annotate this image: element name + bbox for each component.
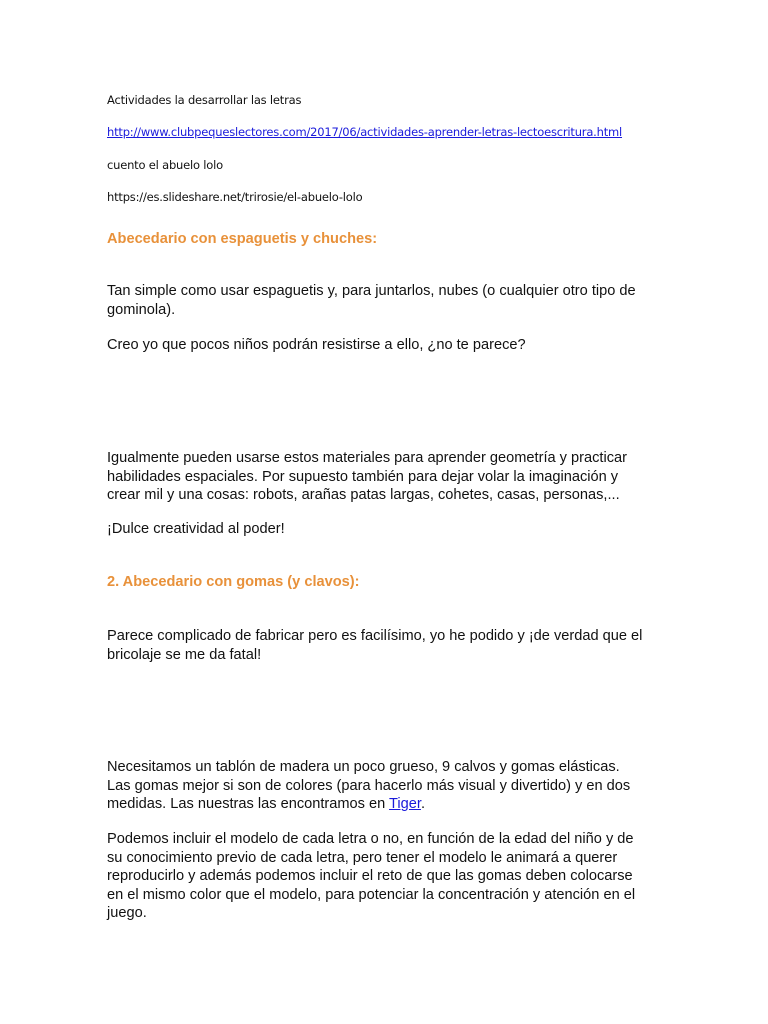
paragraph-line: Necesitamos un tablón de madera un poco grueso, 9 calvos y gomas elásticas.	[107, 759, 620, 775]
paragraph-line: bricolaje se me da fatal!	[107, 646, 262, 663]
paragraph-easy-to-make	[107, 627, 667, 664]
paragraph-line: Creo yo que pocos niños podrán resistirse a ello, ¿no te parece?	[107, 337, 526, 353]
paragraph-text: .	[420, 796, 426, 812]
paragraph-line: su conocimiento previo de cada letra, pero tener el modelo le animará a querer	[107, 849, 618, 866]
story-url-text: https://es.slideshare.net/trirosie/el-abuelo-lolo	[107, 190, 363, 204]
paragraph-kids-resist	[107, 336, 667, 355]
paragraph-letter-model	[107, 830, 667, 923]
paragraph-line: en el mismo color que el modelo, para potenciar la concentración y atención en el	[107, 886, 636, 903]
paragraph-materials	[107, 758, 667, 814]
paragraph-text: medidas. Las nuestras las encontramos en	[107, 796, 390, 812]
paragraph-line: Las gomas mejor si son de colores (para hacerlo más visual y divertido) y en dos	[107, 777, 631, 794]
note-title-activities: Actividades la desarrollar las letras	[107, 93, 302, 107]
tiger-link[interactable]: Tiger	[389, 796, 421, 812]
note-title-story: cuento el abuelo lolo	[107, 158, 223, 172]
paragraph-spaghetti-intro	[107, 282, 667, 319]
paragraph-line: Podemos incluir el modelo de cada letra o no, en función de la edad del niño y de	[107, 831, 634, 847]
paragraph-line: juego.	[107, 905, 147, 921]
paragraph-line: Parece complicado de fabricar pero es facilísimo, yo he podido y ¡de verdad que el	[107, 628, 643, 644]
paragraph-line: Igualmente pueden usarse estos materiales para aprender geometría y practicar	[107, 450, 627, 466]
section-heading-spaghetti: Abecedario con espaguetis y chuches:	[107, 231, 378, 247]
paragraph-line: reproducirlo y además podemos incluir el reto de que las gomas deben colocarse	[107, 868, 633, 884]
paragraph-geometry	[107, 449, 667, 505]
paragraph-line: ¡Dulce creatividad al poder!	[107, 521, 285, 537]
paragraph-line	[107, 795, 667, 814]
paragraph-sweet-creativity	[107, 520, 667, 539]
activities-link[interactable]: http://www.clubpequeslectores.com/2017/06/actividades-aprender-letras-lectoescritura.html	[107, 125, 623, 139]
paragraph-line: Tan simple como usar espaguetis y, para juntarlos, nubes (o cualquier otro tipo de	[107, 283, 636, 299]
paragraph-line: crear mil y una cosas: robots, arañas patas largas, cohetes, casas, personas,...	[107, 487, 620, 503]
paragraph-line: gominola).	[107, 301, 176, 318]
section-heading-rubber-bands: 2. Abecedario con gomas (y clavos):	[107, 574, 360, 590]
paragraph-line: habilidades espaciales. Por supuesto también para dejar volar la imaginación y	[107, 468, 619, 485]
